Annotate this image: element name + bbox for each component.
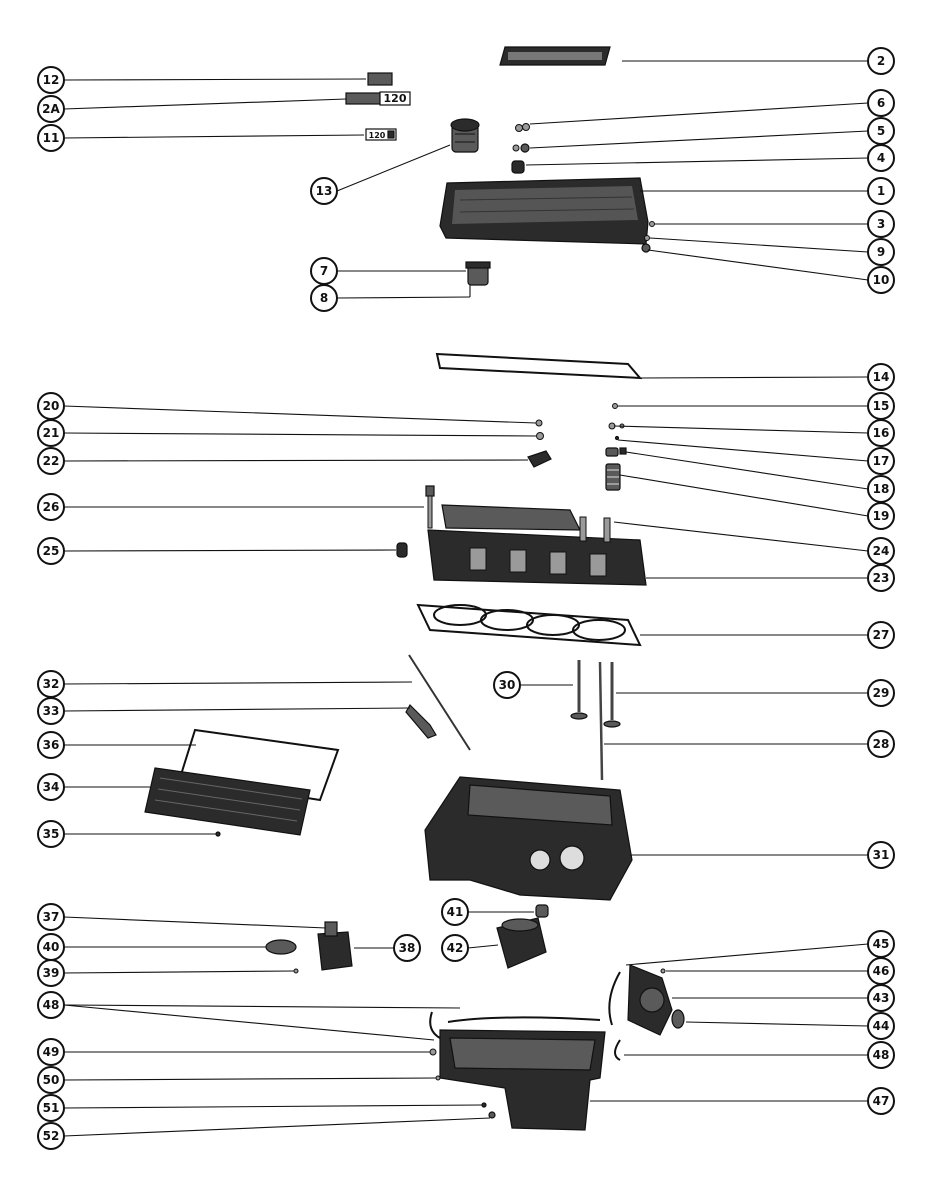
emblem-11-number: 120: [368, 131, 386, 140]
svg-text:17: 17: [872, 454, 890, 468]
callout-35: [38, 821, 64, 847]
svg-text:37: 37: [42, 910, 60, 924]
callout-21: [38, 420, 64, 446]
parts-37-40-oil-pump: [266, 922, 352, 973]
callout-39: [38, 960, 64, 986]
part-7-pcv-valve: [466, 262, 490, 297]
callout-48-right: [868, 1042, 894, 1068]
parts-32-33-dipstick: [406, 655, 470, 750]
svg-text:48: 48: [42, 998, 60, 1012]
svg-text:18: 18: [872, 482, 890, 496]
callout-30: [494, 672, 520, 698]
svg-text:45: 45: [872, 937, 890, 951]
svg-text:31: 31: [872, 848, 890, 862]
callout-8: [311, 285, 337, 311]
svg-text:8: 8: [319, 291, 329, 305]
part-31-cylinder-block: [425, 777, 632, 900]
svg-text:14: 14: [872, 370, 890, 384]
svg-text:26: 26: [42, 500, 60, 514]
callout-27: [868, 622, 894, 648]
svg-text:19: 19: [872, 509, 890, 523]
callout-24: [868, 538, 894, 564]
callout-38: [394, 935, 420, 961]
svg-text:50: 50: [42, 1073, 60, 1087]
callout-33: [38, 698, 64, 724]
callout-48-left: [38, 992, 64, 1018]
emblem-2a-number: 120: [383, 92, 407, 105]
svg-text:1: 1: [876, 184, 886, 198]
svg-text:36: 36: [42, 738, 60, 752]
svg-text:20: 20: [42, 399, 60, 413]
callout-45: [868, 931, 894, 957]
svg-text:52: 52: [42, 1129, 60, 1143]
svg-text:33: 33: [42, 704, 60, 718]
svg-text:2A: 2A: [42, 102, 60, 116]
parts-layer: [145, 47, 684, 1130]
svg-text:2: 2: [876, 54, 886, 68]
callout-52: [38, 1123, 64, 1149]
callout-29: [868, 680, 894, 706]
svg-text:3: 3: [876, 217, 886, 231]
callout-15: [868, 393, 894, 419]
parts-41-42-oil-filter: [497, 905, 548, 968]
svg-text:39: 39: [42, 966, 60, 980]
callout-9: [868, 239, 894, 265]
parts-6-5-4-fasteners: [512, 124, 530, 174]
svg-text:32: 32: [42, 677, 60, 691]
callout-19: [868, 503, 894, 529]
callout-50: [38, 1067, 64, 1093]
part-1-rocker-cover: [440, 178, 648, 244]
part-12-decal: [368, 73, 392, 85]
callout-3: [868, 211, 894, 237]
svg-text:15: 15: [872, 399, 890, 413]
svg-text:29: 29: [872, 686, 890, 700]
part-25-plug: [397, 543, 407, 557]
parts-43-46-timing-cover: [609, 965, 684, 1035]
svg-text:34: 34: [42, 780, 60, 794]
callout-20: [38, 393, 64, 419]
svg-text:12: 12: [42, 73, 60, 87]
parts-28-30-valves-pushrod: [571, 660, 620, 780]
callout-10: [868, 267, 894, 293]
svg-text:24: 24: [872, 544, 890, 558]
part-2-emblem-plate: [500, 47, 610, 65]
svg-text:7: 7: [319, 264, 329, 278]
svg-text:41: 41: [446, 905, 464, 919]
svg-text:10: 10: [872, 273, 890, 287]
part-47-oil-pan: [440, 1030, 605, 1130]
callout-1: [868, 178, 894, 204]
svg-text:40: 40: [42, 940, 60, 954]
callout-4: [868, 145, 894, 171]
parts-20-21-22-rocker-hardware: [528, 420, 551, 467]
svg-text:28: 28: [872, 737, 890, 751]
callout-13: [311, 178, 337, 204]
part-27-head-gasket: [418, 605, 640, 645]
callout-32: [38, 671, 64, 697]
svg-text:48: 48: [872, 1048, 890, 1062]
svg-text:23: 23: [872, 571, 890, 585]
svg-text:38: 38: [398, 941, 416, 955]
svg-text:9: 9: [876, 245, 886, 259]
callout-22: [38, 448, 64, 474]
callout-25: [38, 538, 64, 564]
callout-44: [868, 1013, 894, 1039]
part-14-rocker-gasket: [437, 354, 640, 378]
callout-26: [38, 494, 64, 520]
svg-text:16: 16: [872, 426, 890, 440]
svg-text:43: 43: [872, 991, 890, 1005]
callout-12: [38, 67, 64, 93]
svg-text:13: 13: [315, 184, 333, 198]
svg-text:47: 47: [872, 1094, 890, 1108]
callout-47: [868, 1088, 894, 1114]
svg-text:22: 22: [42, 454, 60, 468]
callout-14: [868, 364, 894, 390]
callout-2a: [38, 96, 64, 122]
svg-text:11: 11: [42, 131, 60, 145]
callout-17: [868, 448, 894, 474]
callout-18: [868, 476, 894, 502]
callout-49: [38, 1039, 64, 1065]
callout-34: [38, 774, 64, 800]
callout-42: [442, 935, 468, 961]
part-13-filler-cap: [451, 119, 479, 152]
callout-2: [868, 48, 894, 74]
svg-text:30: 30: [498, 678, 516, 692]
callout-28: [868, 731, 894, 757]
callout-31: [868, 842, 894, 868]
svg-text:6: 6: [876, 96, 886, 110]
part-23-cylinder-head: [428, 505, 646, 585]
svg-text:42: 42: [446, 941, 464, 955]
part-11-emblem: [366, 129, 396, 140]
svg-text:5: 5: [876, 124, 886, 138]
svg-text:35: 35: [42, 827, 60, 841]
callout-23: [868, 565, 894, 591]
callout-7: [311, 258, 337, 284]
callout-41: [442, 899, 468, 925]
svg-text:25: 25: [42, 544, 60, 558]
callout-43: [868, 985, 894, 1011]
part-34-side-cover: [145, 768, 310, 835]
svg-text:21: 21: [42, 426, 60, 440]
callout-51: [38, 1095, 64, 1121]
parts-15-19-valve-springs: [606, 404, 626, 491]
callout-11: [38, 125, 64, 151]
part-2a-emblem: [346, 92, 410, 105]
callout-16: [868, 420, 894, 446]
svg-text:49: 49: [42, 1045, 60, 1059]
part-35-screw: [216, 832, 220, 836]
svg-text:51: 51: [42, 1101, 60, 1115]
callout-40: [38, 934, 64, 960]
callout-36: [38, 732, 64, 758]
callout-5: [868, 118, 894, 144]
svg-text:4: 4: [876, 151, 886, 165]
svg-text:44: 44: [872, 1019, 890, 1033]
svg-text:46: 46: [872, 964, 890, 978]
callout-37: [38, 904, 64, 930]
callout-6: [868, 90, 894, 116]
svg-text:27: 27: [872, 628, 890, 642]
callout-46: [868, 958, 894, 984]
part-26-head-bolt: [426, 486, 434, 528]
